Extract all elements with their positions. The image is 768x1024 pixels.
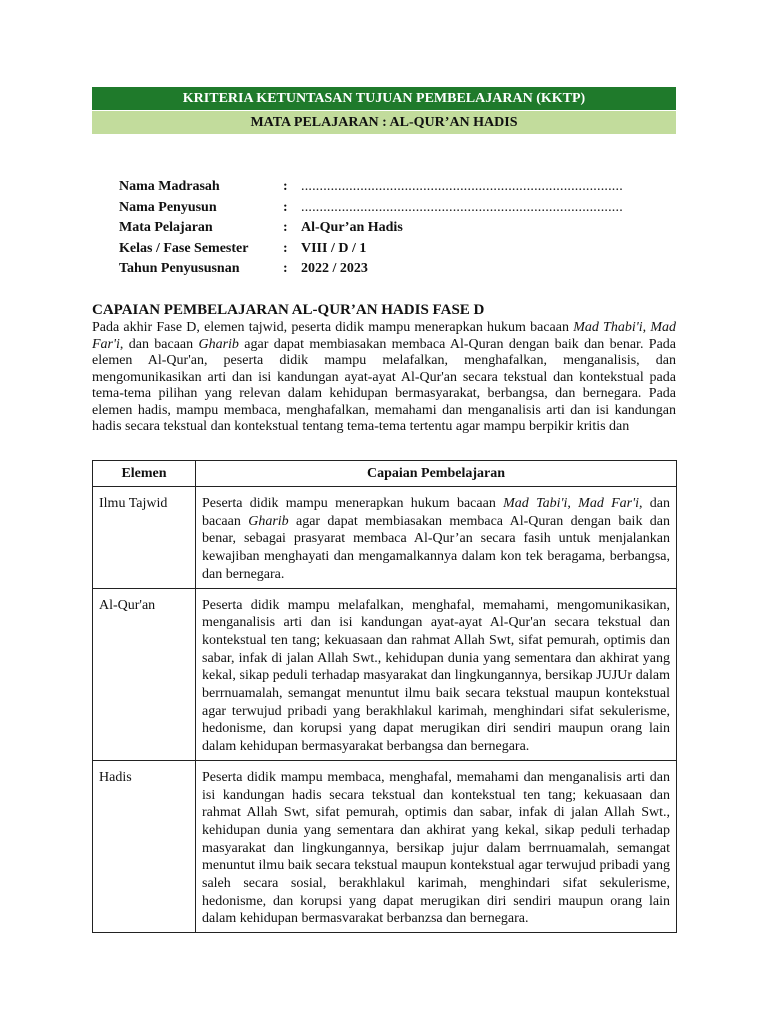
info-label: Nama Madrasah bbox=[119, 179, 220, 194]
description-cell bbox=[196, 588, 677, 760]
desc-text: Peserta didik mampu menerapkan hukum bacaan bbox=[202, 496, 504, 511]
column-header-elemen: Elemen bbox=[93, 461, 196, 487]
learning-outcomes-table bbox=[92, 460, 677, 933]
table-row bbox=[93, 588, 677, 760]
info-value-tahun: 2022 / 2023 bbox=[301, 261, 368, 277]
table-header-row bbox=[93, 461, 677, 487]
info-row-penyusun bbox=[119, 198, 623, 219]
desc-text: agar dapat membiasakan membaca Al-Quran dengan baik dan benar, sebagai prasyarat membaca Al-Qur’an secara fasih untuk menjalankan kewajiban menghayati dan mengamalkannya dalam kon tek beragama, berbangsa, dan bernegara. bbox=[202, 513, 671, 582]
info-colon: : bbox=[283, 261, 288, 277]
element-name: Hadis bbox=[99, 769, 132, 785]
info-value-penyusun: ....................................................................................... bbox=[301, 199, 623, 215]
table-row bbox=[93, 760, 677, 932]
info-value-madrasah: ....................................................................................... bbox=[301, 179, 623, 194]
intro-text: , bbox=[642, 320, 651, 335]
info-value-mapel: Al-Qur’an Hadis bbox=[301, 220, 403, 236]
desc-term: Mad Far'i bbox=[578, 496, 639, 511]
column-header-capaian: Capaian Pembelajaran bbox=[196, 461, 677, 487]
info-colon: : bbox=[283, 199, 288, 215]
subject-banner bbox=[92, 111, 676, 134]
subject-title: MATA PELAJARAN : AL-QUR’AN HADIS bbox=[250, 115, 518, 130]
section-heading: CAPAIAN PEMBELAJARAN AL-QUR’AN HADIS FASE D bbox=[92, 302, 485, 318]
info-label: Kelas / Fase Semester bbox=[119, 240, 249, 256]
intro-term: Mad Far'i bbox=[92, 320, 677, 352]
desc-text: Peserta didik mampu melafalkan, menghafal, memahami, mengomunikasikan, menganalisis arti dan isi kandungan ayat-ayat Al-Qur'an secara tekstual dan kontekstual ten tang; kekuasaan dan rahmat Allah Swt, sifat pemurah, optimis dan sabar, infak di jalan Allah Swt., kehidupan dunia yang sementara dan akhirat yang kekal, sikap peduli terhadap masyarakat dan lingkungannya, bersikap JUJUr dalam berrnuamalah, semangat menuntut ilmu baik secara tekstual maupun kontekstual agar terwujud pribadi yang berakhlakul karimah, menghindari sifat sekulerisme, hedonisme, dan korupsi yang dapat merugikan diri sendiri maupun orang lain dalam kehidupan bermasyarakat berbangsa dan bernegara. bbox=[202, 597, 670, 755]
intro-paragraph bbox=[92, 320, 676, 436]
element-name: Ilmu Tajwid bbox=[99, 496, 168, 511]
info-label: Tahun Penyususnan bbox=[119, 261, 240, 277]
identity-block bbox=[119, 177, 623, 280]
info-colon: : bbox=[283, 220, 288, 236]
info-colon: : bbox=[283, 179, 288, 194]
info-label: Mata Pelajaran bbox=[119, 220, 213, 236]
info-row-kelas bbox=[119, 239, 623, 260]
desc-text: Peserta didik mampu membaca, menghafal, memahami dan menganalisis arti dan isi kandungan hadis secara tekstual dan kontekstual ten tang; kekuasaan dan rahmat Allah Swt, sifat pemurah, optimis dan sabar, infak di jalan Allah Swt., kehidupan dunia yang sementara dan akhirat yang kekal, sikap peduli terhadap masyarakat dan lingkungannya, bersikap jujur dalam berrnuamalah, semangat menuntut ilmu baik secara tekstual maupun kontekstual agar terwujud pribadi yang saleh secara sosial, berakhlakul karimah, menghindari sifat sekulerisme, hedonisme, dan korupsi yang dapat merugikan diri sendiri maupun orang lain dalam kehidupan bermasvarakat berbanzsa dan bernegara. bbox=[202, 769, 670, 927]
desc-term: Gharib bbox=[248, 513, 289, 529]
description-cell bbox=[196, 487, 677, 589]
info-label: Nama Penyusun bbox=[119, 199, 217, 215]
element-cell bbox=[93, 487, 196, 589]
document-title: KRITERIA KETUNTASAN TUJUAN PEMBELAJARAN (KKTP) bbox=[182, 91, 586, 106]
info-colon: : bbox=[283, 240, 288, 256]
info-row-madrasah bbox=[119, 177, 623, 198]
info-row-tahun bbox=[119, 259, 623, 280]
description-cell bbox=[196, 760, 677, 932]
intro-text: Pada akhir Fase D, elemen tajwid, peserta didik mampu menerapkan hukum bacaan bbox=[92, 320, 574, 335]
info-row-mapel bbox=[119, 218, 623, 239]
intro-text: agar dapat membiasakan membaca Al-Quran dengan baik dan benar. Pada elemen Al-Qur'an, peserta didik mampu melafalkan, menghafalkan, menganalisis, dan mengomunikasikan arti dan isi kandungan ayat-ayat Al-Qur'an secara tekstual dan kontekstual pada tema-tema pilihan yang relevan dalam kehidupan bermasyarakat, berbangsa, dan bernegara. Pada elemen hadis, mampu membaca, menghafalkan, memahami dan menganalisis arti dan isi kandungan hadis secara tekstual dan kontekstual tentang tema-tema tertentu agar mampu berpikir kritis dan bbox=[92, 336, 676, 434]
desc-text: , bbox=[567, 496, 579, 511]
intro-text: , dan bacaan bbox=[119, 336, 199, 352]
element-cell bbox=[93, 588, 196, 760]
element-name: Al-Qur'an bbox=[99, 597, 156, 613]
info-value-kelas: VIII / D / 1 bbox=[301, 240, 367, 256]
table-row bbox=[93, 487, 677, 589]
element-cell bbox=[93, 760, 196, 932]
intro-term: Gharib bbox=[198, 336, 239, 352]
desc-text: , dan bacaan bbox=[202, 496, 671, 529]
intro-term: Mad Thabi'i bbox=[573, 320, 643, 335]
desc-term: Mad Tabi'i bbox=[503, 496, 568, 511]
document-title-banner bbox=[92, 87, 676, 110]
